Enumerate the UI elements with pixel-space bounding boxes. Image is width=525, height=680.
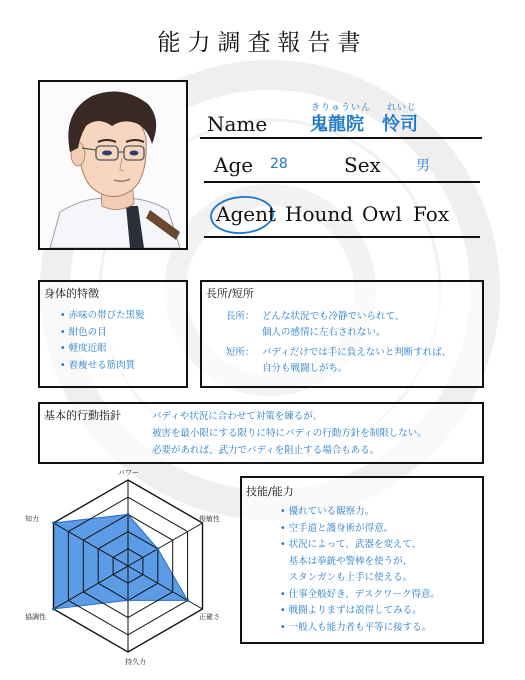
age-sex-underline xyxy=(204,181,480,183)
name-ruby-family: きりゅういん xyxy=(311,103,372,113)
bullet-dot: • xyxy=(280,588,286,600)
bullet-dot: • xyxy=(280,539,286,550)
role-underline xyxy=(204,236,480,238)
radar-label-accuracy: 正確さ xyxy=(199,613,220,621)
physical-traits-list xyxy=(60,308,145,374)
role-agent: Agent xyxy=(216,202,276,226)
list-item: • 優れている観察力。 xyxy=(280,506,375,517)
action-policy-title: 基本的行動指針 xyxy=(44,409,121,422)
page-title: 能力調査報告書 xyxy=(157,30,368,56)
list-item: • 軽度近眼 xyxy=(60,343,107,354)
list-item: • 一般人も能力者も平等に接する。 xyxy=(280,621,432,633)
weakness-label: 短所： xyxy=(226,347,255,358)
radar-label-power: パワー xyxy=(118,469,139,477)
radar-label-agility: 俊敏性 xyxy=(199,515,220,523)
bullet-dot: • xyxy=(280,522,286,534)
portrait-illustration xyxy=(40,82,186,248)
radar-data-point xyxy=(186,599,189,602)
list-item: • 赤味の帯びた黒髪 xyxy=(60,310,145,321)
skills-box xyxy=(240,476,484,644)
policy-line-2: 被害を最小限にする限りに特にバディの行動方針を制限しない。 xyxy=(152,428,427,439)
name-underline xyxy=(200,137,482,139)
skills-title: 技能/能力 xyxy=(246,485,294,498)
role-owl: Owl xyxy=(362,202,402,226)
name-family-value: 鬼龍院 xyxy=(310,114,364,135)
list-item: スタンガンも上手に使える。 xyxy=(288,572,413,583)
strength-label: 長所： xyxy=(226,311,255,322)
list-item: • 状況によって、武器を変えて、 xyxy=(280,539,422,550)
strength-line-2: 個人の感情に左右されない。 xyxy=(262,327,386,338)
list-item: • 仕事全般好き、デスクワーク得意。 xyxy=(280,588,440,600)
policy-line-3: 必要があれば、武力でバディを阻止する場合もある。 xyxy=(152,445,380,456)
strengths-weaknesses-title: 長所/短所 xyxy=(206,287,254,300)
list-item: • 紺色の目 xyxy=(60,326,107,338)
radar-label-endurance: 持久力 xyxy=(125,658,146,666)
strengths-weaknesses-box xyxy=(200,280,484,388)
sex-label: Sex xyxy=(344,153,381,177)
skills-list xyxy=(280,504,440,636)
name-ruby-given: れいじ xyxy=(387,103,418,113)
strength-line-1: どんな状況でも冷静でいられて、 xyxy=(262,311,405,322)
action-policy-box xyxy=(38,402,484,464)
bullet-dot: • xyxy=(280,605,286,616)
name-given-value: 怜司 xyxy=(382,114,418,135)
weakness-line-1: バディだけでは手に負えないと判断すれば、 xyxy=(262,347,452,358)
list-item: 基本は拳銃や警棒を使うが、 xyxy=(288,555,413,567)
bullet-dot: • xyxy=(280,621,286,633)
radar-label-cooperation: 協調性 xyxy=(25,613,46,621)
radar-data-point xyxy=(52,522,55,525)
radar-data-point xyxy=(127,599,130,602)
list-item: • 空手道と護身術が得意。 xyxy=(280,522,394,534)
sex-value: 男 xyxy=(416,158,430,174)
list-item: • 着痩せる筋肉質 xyxy=(60,359,136,371)
ability-radar-chart xyxy=(20,462,250,672)
policy-line-1: バディや状況に合わせて対策を練るが、 xyxy=(152,411,323,422)
age-label: Age xyxy=(214,153,254,177)
physical-traits-box xyxy=(38,280,188,388)
list-item: • 戦闘よりまずは説得してみる。 xyxy=(280,605,422,616)
role-hound: Hound xyxy=(285,202,354,226)
radar-data-point xyxy=(127,513,130,516)
weakness-line-2: 自分も戦闘しがち。 xyxy=(262,363,348,374)
age-value: 28 xyxy=(270,156,288,172)
role-fox: Fox xyxy=(413,202,450,226)
bullet-dot: • xyxy=(280,506,286,517)
radar-data-point xyxy=(52,608,55,611)
name-label: Name xyxy=(207,112,268,136)
radar-label-intellect: 知力 xyxy=(25,515,39,523)
radar-data-point xyxy=(156,547,159,550)
character-portrait xyxy=(38,80,188,250)
physical-traits-title: 身体的特徴 xyxy=(44,287,99,300)
